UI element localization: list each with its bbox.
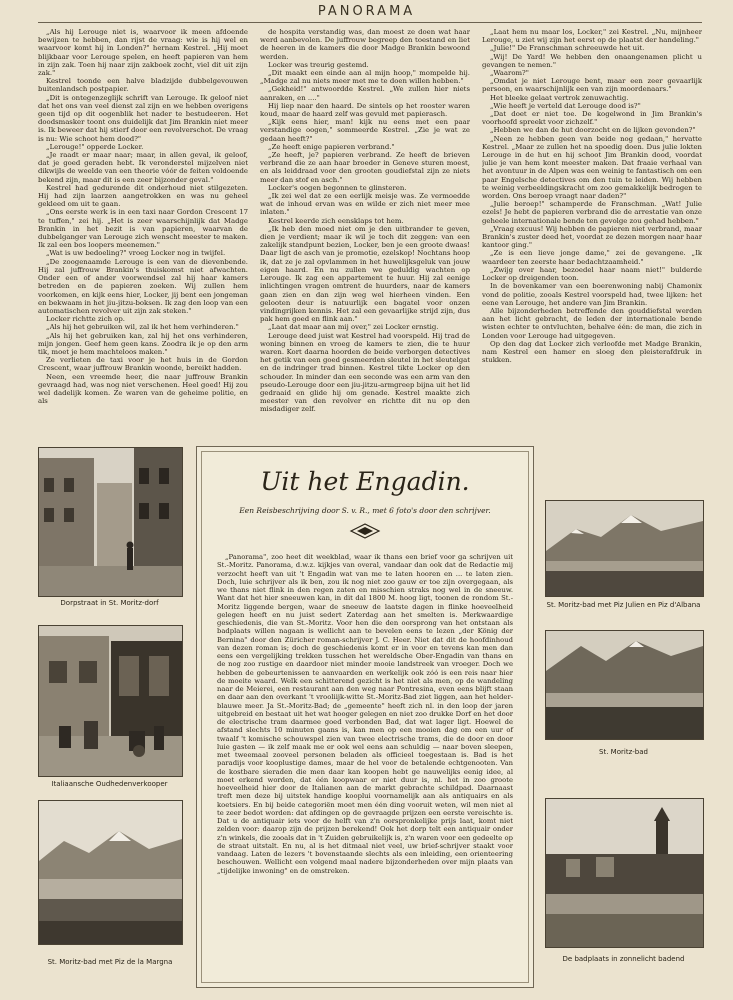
paragraph: Alle bijzonderheden betreffende den gouddiefstal werden aan het licht gebracht, de leden der internationale bende wisten echter te ontvluchten, behalve één: de man, die zich in Londen voor Lerouge had uitgegeven. [482,306,702,340]
paragraph: „Omdat je niet Lerouge bent, maar een zeer gevaarlijk persoon, en waarschijnlijk een van zijn moordenaars." [482,77,702,94]
photo-st-moritz-bad [545,630,704,740]
paragraph: Het bleeke gelaat vertrok zenuwachtig. [490,93,629,102]
paragraph: „De zoogenaamde Lerouge is een van de dievenbende. Hij zal juffrouw Brankin's thuiskomst niet afwachten. Onder een of ander voorwendsel zal hij haar kamers betreden en de papieren zoeken. Wij zullen hem voorkomen, en kijk eens hier, Locker, jij bent een jongeman en bekwaam in het jiu-jitzu-boksen. Ik zag den loop van een automatischen revolver uit zijn zak steken." [38,257,248,315]
paragraph: „Panorama", zoo heet dit weekblad, waar ik thans een brief voor ga schrijven uit St.-Moritz. Panorama, d.w.z. kijkjes van overal, vandaar dan ook dat de Redactie mij verzocht heeft van uit 't Engadin wat van me te laten hooren en ... te laten zien. Doch, luie schrijver als ik ben, zou ik nog niet zoo gauw er toe zijn overgegaan, als we thans niet flink in den regen zaten en misschien straks nog wel in de sneeuw. Want dat het hier sneeuwen kan, in dit dal 1800 M. hoog ligt, toonen de rondom St.-Moritz liggende bergen, waar de sneeuw de laatste dagen in flinke hoeveelheid gelegen heeft en nu juist sedert Zaterdag aan het smelten is. Merkwaardige geschiedenis, die van St.-Moritz. Voor hen die den oorsprong van het ontstaan als badplaats willen nagaan is wellicht aan te bevelen eens te lezen „der König der Bernina" door den Züricher roman-schrijver J. C. Heer. Niet dat dit de hoofdinhoud van dezen roman is; doch de geschiedenis komt er in voor en tevens kan men dan eens een vergelijking trekken tusschen het wereldsche Ober-Engadin van thans en de nog zoo rustige en daardoor niet minder mooie landstreek van vroeger. Doch we hebben de gebeurtenissen te aanvaarden en werkelijk ook zóó is een reis naar hier de moeite waard. Welk een schitterend gezicht is het niet als men, op de wandeling naar de Meierei, een restaurant aan den weg naar Pontresina, even eens blijft staan en daar aan den overkant 't vrooliijk-witte St.-Moritz-Bad ziet liggen, aan het helder-blauwe meer. Ja St.-Moritz-Bad; de „gemeente" heeft zich nl. in den loop der jaren uitgebreid en bestaat uit het wat hooger gelegen en niet zoo drukke Dorf en het door de electrische tram daarmee goed verbonden Bad, dat wat lager ligt. Hoewel de afstand slechts 10 minuten gaans is, kan men op een mooien dag om een uur of twaalf 't komische schouwspel zien van twee electrische trams, die de door en door luie gasten — ik zelf maak me er ook wel eens aan schuldig — naar boven sleepen, met tweemaal zooveel personen beladen als officieel toegestaan is. Bad is het paradijs voor kooplustige dames, maar de hel voor de betalende echtgenooten. Van de kostbare sieraden die men daar kan koopen hebt ge nauwelijks eenig idee, al moet erkend worden, dat één koopwaar er niet duur is, nl. het in zoo groote hoeveelheid hier door de Italianen aan de markt gebrachte schildpad. Daarnaast treft men deze bij uitstek handige kooplui voornamelijk aan als antiquairs en als koetsiers. En bij beide categoriën moet men één ding vooruit weten, wil men niet al te zeer bedot worden: dat afdingen op de gevraagde prijzen een eerste vereischte is. Dat u de antiquair iets voor de helft van z'n oorspronkelijke prijs laat, komt niet zelden voor: daarop zijn de prijzen berekend! Ook het dorp telt een antiquair onder z'n winkels, die zooals dat in 't Zuiden gebruikelijk is, z'n waren voor een gedeelte op de straat uitstalt. En nu, al is het ditmaal niet veel, uw brief-schrijver staakt voor vandaag. Laten de lezers 't bovenstaande slechts als een inleiding, een orienteering beschouwen. Wellicht een volgend maal nadere bijzonderheden over mijn plaats van „tijdelijke inwoning" en de omstreken. [217,553,513,875]
paragraph: Kestrel had gedurende dit onderhoud niet stilgezeten. Hij had zijn laarzen aangetrokken en was nu geheel gekleed om uit te gaan. [38,183,248,209]
paragraph: „Als hij het gebruiken kan, zal hij het ons verhinderen, mijn jongen. Geef hem geen kans. Zoodra ik je op den arm tik, moet je hem machteloos maken." [38,331,248,356]
paragraph: Ze verlieten de taxi voor je het huis in de Gordon Crescent, waar juffrouw Brankin woonde, bereikt hadden. [38,356,248,373]
masthead: PANORAMA [317,4,416,19]
paragraph: „Ze heeft enige papieren verbrand." [268,142,395,151]
paragraph: „Je raadt er maar naar; maar, in allen geval, ik geloof, dat je goed geraden hebt. Ik veronderstel mijzelven niet dikwijls de weelde van een theorie vóór de feiten voldoende bekend zijn, maar dit is een zeer bijzonder geval." [38,151,248,184]
paragraph: „Vraag excuus! Wij hebben de papieren niet verbrand, maar Brankin's zuster deed het, voordat ze dezen morgen naar haar kantoor ging." [482,224,702,250]
paragraph: „Ze is een lieve jonge dame," zei de gevangene. „Ik waardeer ten zeerste haar bedachtzaamheid." [482,249,702,266]
caption-dorpstraat: Dorpstraat in St. Moritz-dorf [60,599,159,607]
photo-piz-julien [545,500,704,597]
paragraph: „Wij! De Yard! We hebben den onaangenamen plicht u gevangen te nemen." [482,52,702,69]
paragraph: Op den dag dat Locker zich verloofde met Madge Brankin, nam Kestrel een hamer en sloeg den pleisterafdruk in stukken. [482,339,702,365]
paragraph: „Gekheid!" antwoordde Kestrel. „We zullen hier niets aanraken, en ...." [260,85,470,102]
story-column-1 [38,28,248,438]
paragraph: „Ik zei wel dat ze een eerlijk meisje was. Ze vermoedde wat de inhoud ervan was en wilde er zich niet meer mee inlaten." [260,192,470,217]
photo-dorpstraat [38,447,183,597]
paragraph: Hij liep naar den haard. De sintels op het rooster waren koud, maar de haard zelf was gevuld met papierasch. [260,101,470,119]
article-title: Uit het Engadin. [260,467,470,496]
article-subtitle: Een Reisbeschrijving door S. v. R., met 6 foto's door den schrijver. [239,506,491,515]
paragraph: Kestrel keerde zich eensklaps tot hem. [268,216,404,225]
paragraph: „Ze heeft, je? papieren verbrand. Ze heeft de brieven verbrand die ze aan haar broeder in Geneve sturen moest, en als leiddraad voor den grooten goudiefstal zijn ze niets meer dan stof en asch." [260,151,470,184]
paragraph: „Hebben we dan de hut doorzocht en de lijken gevonden?" [490,126,696,135]
paragraph: Locker's oogen begonnen te glinsteren. [268,183,407,192]
paragraph: In de bovenkamer van een boerenwoning nabij Chamonix vond de politie, zooals Kestrel voorspeld had, twee lijken: het eene van Lerouge, het andere van Jim Brankin. [482,282,702,307]
paragraph: Kestrel toonde een halve bladzijde dubbelgevouwen buitenlandsch postpapier. [38,77,248,94]
story-column-3 [482,28,702,438]
paragraph: „Waarom?" [490,69,529,78]
paragraph: Lerouge deed juist wat Kestrel had voorspeld. Hij trad de woning binnen en vroeg de kamers te zien, die te huur waren. Kort daarna hoorden de beide verborgen detectives het getik van een goed gesmeerden sleutel in het sleutelgat en de indringer trad binnen. Kestrel tikte Locker op den schouder. In minder dan een seconde was een arm van den pseudo-Lerouge door een jiu-jitzu-armgreep bijna uit het lid gedraaid en glide hij om genade. Kestrel maakte zich meester van den revolver en richtte dit nu op den misdadiger zelf. [260,331,470,414]
paragraph: „Als hij het gebruiken wil, zal ik het hem verhinderen." [46,323,239,332]
paragraph: „Dit is ontegenzeglijk schrift van Lerouge. Ik geloof niet dat het ons van veel dienst zal zijn en we hebben overigens geen tijd op dit oogenblik het nader te bestudeeren. Het doodsmasker toont ons duidelijk dat Jim Brankin niet meer is. Ik beweer dat hij stierf door een revolverschot. De vraag is nu: Wie schoot hem dood?" [38,93,248,143]
paragraph: „Laat hem nu maar los, Locker," zei Kestrel. „Nu, mijnheer Lerouge, u ziet wij zijn het eerst op de plaatst der handeling." [482,28,702,45]
story-column-2 [260,28,470,438]
paragraph: „Laat dat maar aan mij over," zei Locker ernstig. [268,323,439,332]
photo-badplaats [545,798,704,948]
paragraph: de hospita verstandig was, dan moest ze doen wat haar werd aanbevolen. De juffrouw begreep den toestand en liet de heeren in de kamers die door Madge Brankin bewoond werden. [260,28,470,61]
article-body [217,553,513,875]
paragraph: „Kijk eens hier, man! kijk nu eens met een paar verstandige oogen," sommeerde Kestrel. „Zie je wat ze gedaan heeft?" [260,118,470,143]
paragraph: „Dit maakt een einde aan al mijn hoop," mompelde hij. „Madge zal nu niets meer met me te doen willen hebben." [260,69,470,86]
caption-piz-de-la-margna: St. Moritz-bad met Piz de la Margna [47,958,173,966]
paragraph: „Lerouge!" opperde Locker. [46,142,144,151]
masthead-rule [38,22,702,23]
caption-st-moritz-bad: St. Moritz-bad [599,748,648,756]
paragraph: Locker was treurig gestemd. [268,60,369,69]
paragraph: „Ik heb den moed niet om je den uitbrander te geven, dien je verdient; maar ik wil je toch dit zeggen: van een zakelijk standpunt bezien, Locker, ben je een groote dwaas! Daar ligt de asch van je promotie, ezelskop! Nochtans hoop ik, dat ze je zal opvlammen in het huwelijksgeluk van jouw eigen haard. En nu zullen we geduldig wachten op Lerouge. Ik zag een appartement te huur. Hij zal eenige inlichtingen vragen omtrent de huurders, naar de kamers gaan zien en dan zijn weg wel hierheen vinden. Een gelooten deur is natuurlijk een bagatel voor onzen vindingrijken kennis. Het zal een gevaarlijke strijd zijn, dus pak hem goed en flink aan." [260,224,470,324]
paragraph: „Zwijg over haar, bezoedel haar naam niet!" bulderde Locker op dreigenden toon. [482,265,702,283]
diamond-ornament-icon [347,523,383,539]
paragraph: „Dat doet er niet toe. De kogelwond in Jim Brankin's voorhoofd spreekt voor zichzelf." [482,110,702,127]
photo-piz-de-la-margna [38,800,183,945]
photo-oudhedenverkooper [38,625,183,777]
paragraph: „Wat is uw bedoeling?" vroeg Locker nog in twijfel. [46,249,226,258]
paragraph: „Ons eerste werk is in een taxi naar Gordon Crescent 17 te tuffen," zei hij. „Het is zeer waarschijnlijk dat Madge Brankin in het bezit is van papieren, waarvan de dubbelganger van Lerouge zich wenscht meester te maken. Ik zal een bos loopers meenemen." [38,208,248,250]
caption-badplaats: De badplaats in zonnelicht badend [562,955,685,963]
paragraph: „Neen ze hebben geen van beide nog gedaan," hervatte Kestrel. „Maar ze zullen het na spoedig doen. Dus julie lokten Lerouge in de hut en hij schoot Jim Brankin dood, voordat julie je van hem kont meester maken. Dat fraaie verhaal van het avontuur in de Alpen was een weinig te fantastisch om een paar Engelsche detectives om den tuin te leiden. Wij hebben te weinig verbeeldingskracht om zoo gemakkelijk bedrogen te worden. Ons beroep vraagt naar daden?" [482,134,702,201]
paragraph: „Julie!" De Franschman schreeuwde het uit. [490,44,645,53]
paragraph: „Als hij Lerouge niet is, waarvoor ik meen afdoende bewijzen te hebben, dan rijst de vraag: wie is hij wel en waarvoor komt hij in Londen?" hernam Kestrel. „Hij moet blijkbaar voor Lerouge spelen, en heeft papieren van hem in zijn zak. Toen hij naar zijn zakboek zocht, viel dit uit zijn zak." [38,28,248,78]
paragraph: Locker richtte zich op. [46,315,125,324]
paragraph: „Julie beroep!" schamperde de Franschman. „Wat! Julie ezels! Je hebt de papieren verbrand die de arrestatie van onze geheele internationale bende ten gevolge zou gehad hebben." [482,200,702,225]
engadin-article-frame [196,446,534,988]
paragraph: „Wie heeft je verteld dat Lerouge dood is?" [490,101,641,110]
caption-oudhedenverkooper: Italiaansche Oudhedenverkooper [51,780,168,788]
paragraph: Neen, een vreemde heer, die naar juffrouw Brankin gevraagd had, was nog niet verschenen. Heel goed! Hij zou wel dadelijk komen. Ze waren van de geheime politie, en als [38,372,248,406]
caption-piz-julien: St. Moritz-bad met Piz Julien en Piz d'Albana [546,601,701,609]
